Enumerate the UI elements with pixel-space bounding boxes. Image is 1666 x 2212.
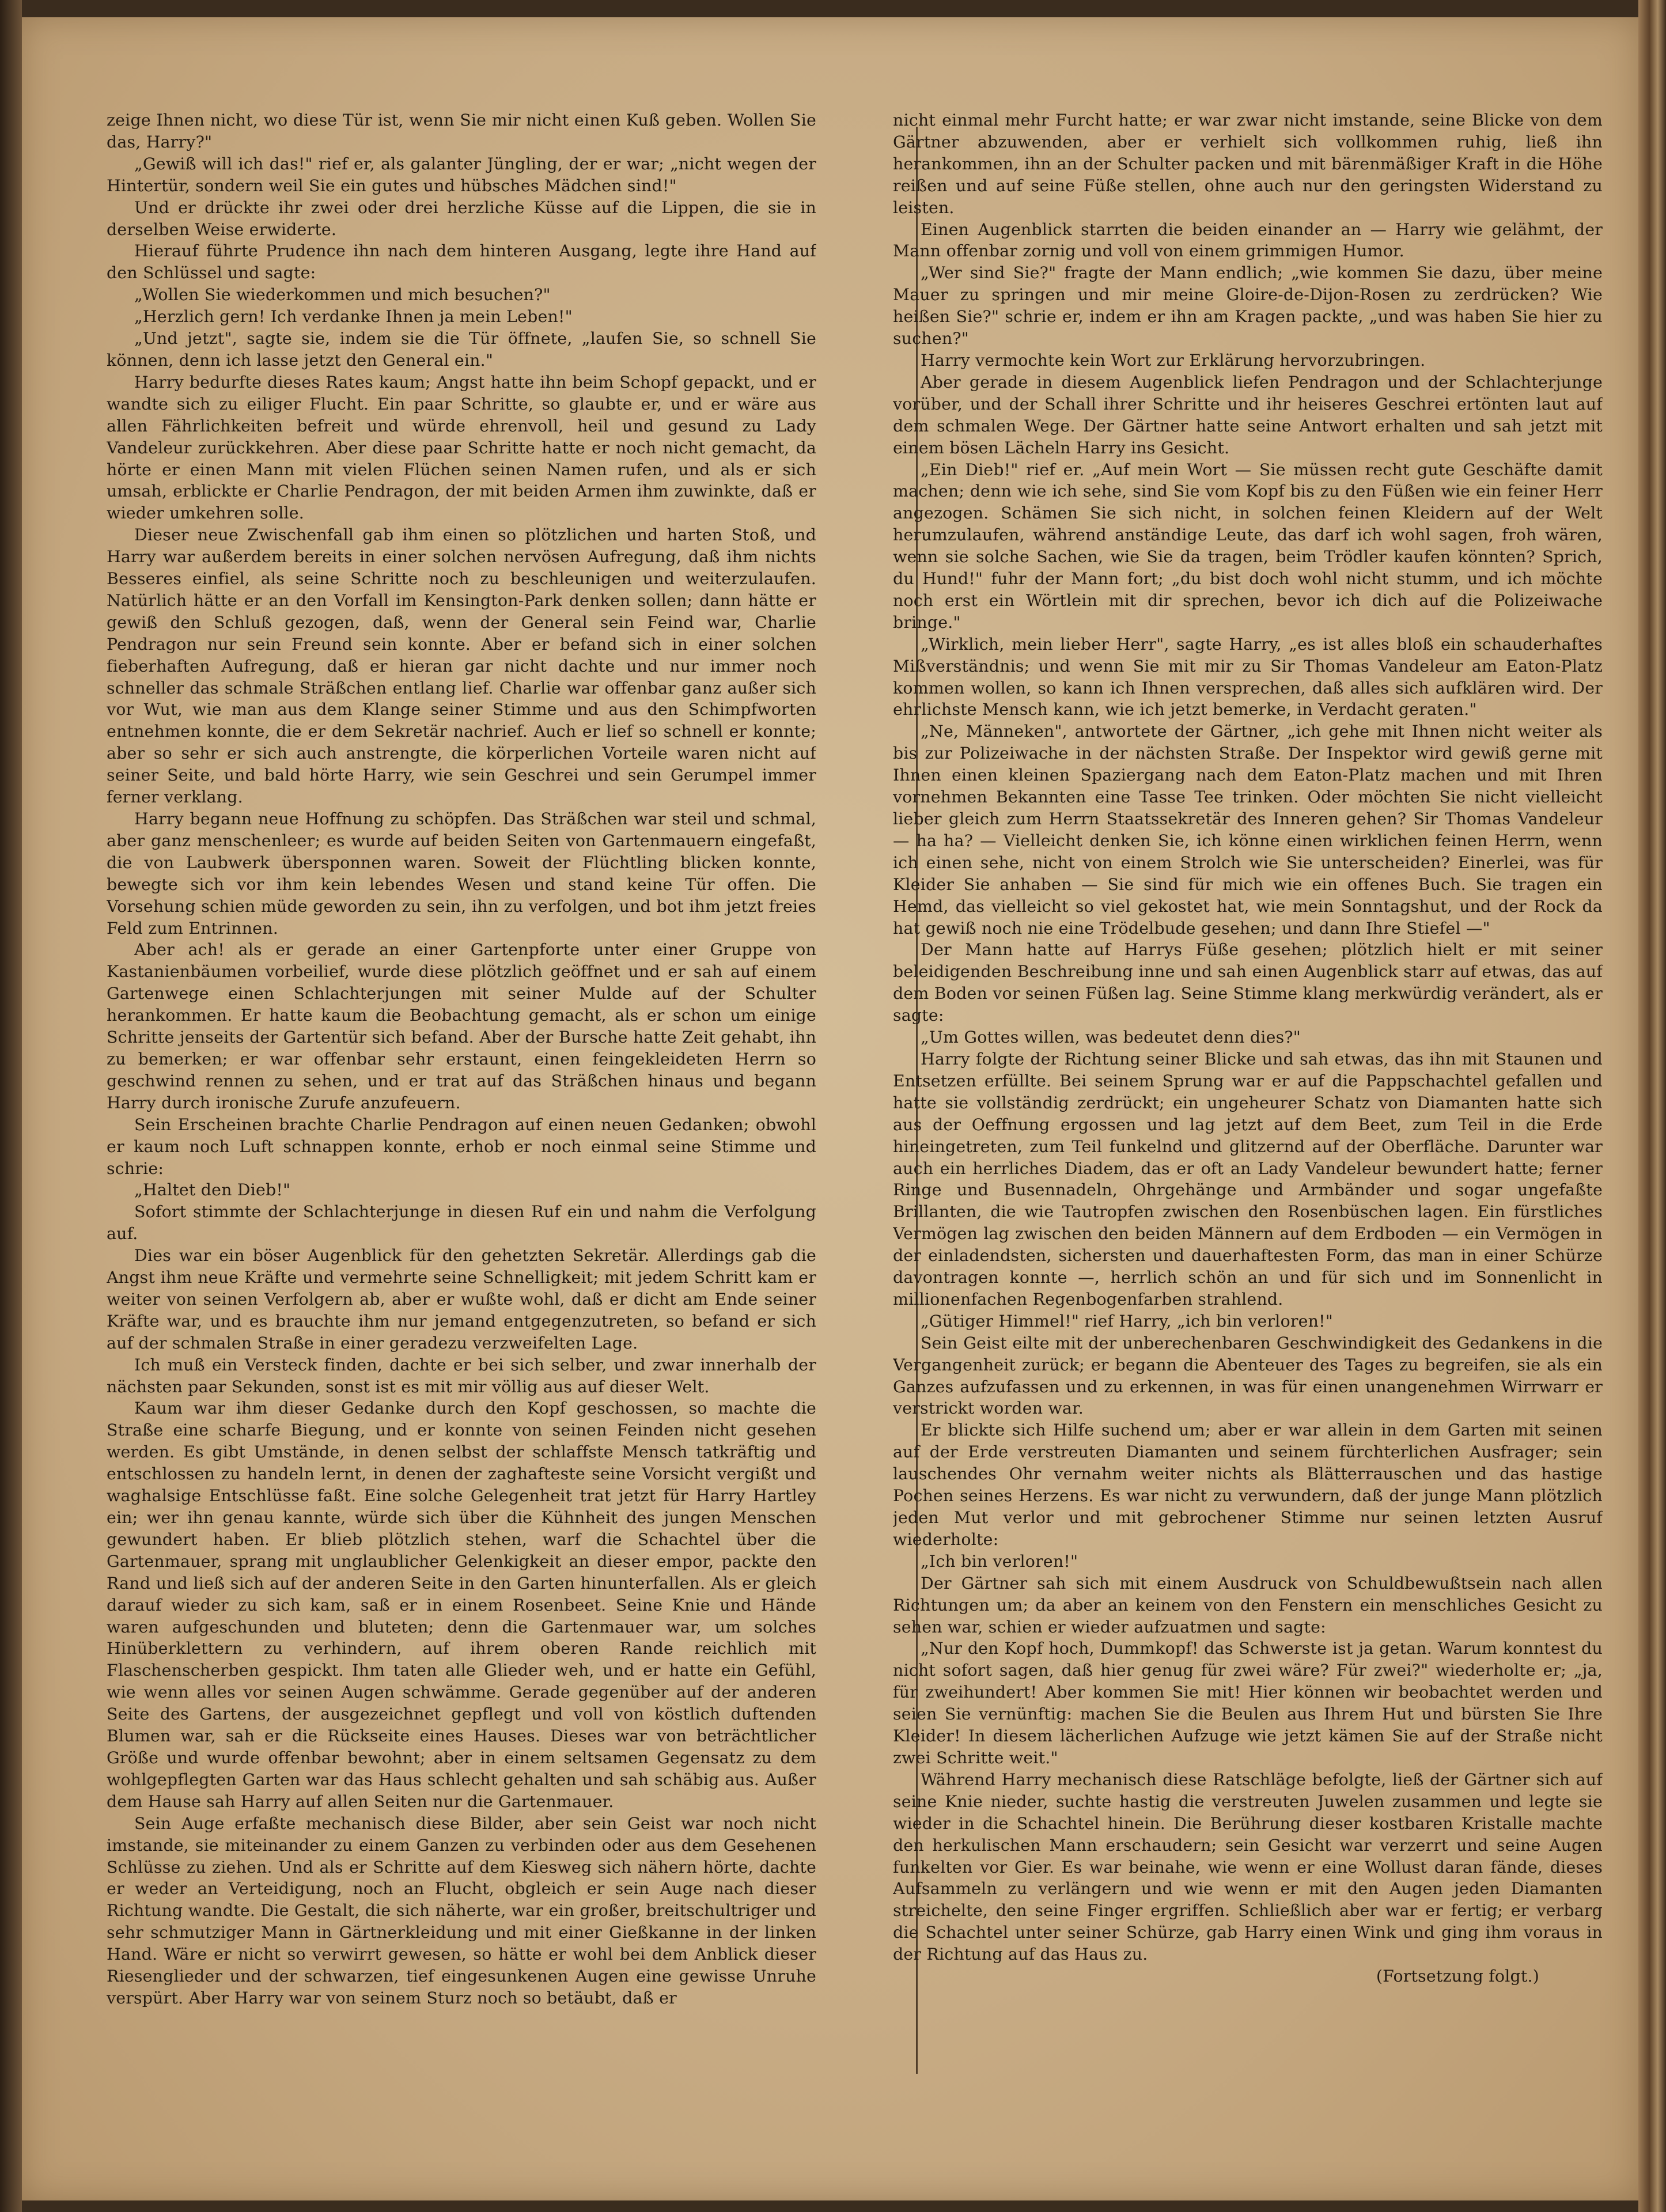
paragraph: „Nur den Kopf hoch, Dummkopf! das Schwerste ist ja getan. Warum konntest du nicht sofort sagen, daß hier genug für zwei wäre? Für zwei?" wiederholte er; „ja, für zweihundert! Aber kommen Sie mit! Hier können wir beobachtet werden und seien Sie vernünftig: machen Sie die Beulen aus Ihrem Hut und bürsten Sie Ihre Kleider! In diesem lächerlichen Aufzuge wie jetzt kämen Sie auf der Straße nicht zwei Schritte weit." [893,1639,1603,1767]
paragraph: Ich muß ein Versteck finden, dachte er bei sich selber, und zwar innerhalb der nächsten paar Sekunden, sonst ist es mit mir völlig aus auf dieser Welt. [107,1355,816,1396]
paragraph: „Und jetzt", sagte sie, indem sie die Tür öffnete, „laufen Sie, so schnell Sie können, denn ich lasse jetzt den General ein." [107,329,816,370]
left-text-column [107,109,816,2080]
paragraph: Harry bedurfte dieses Rates kaum; Angst hatte ihn beim Schopf gepackt, und er wandte sich zu eiliger Flucht. Ein paar Schritte, so glaubte er, und er wäre aus allen Fährlichkeiten befreit und würde ehrenvoll, heil und gesund zu Lady Vandeleur zurückkehren. Aber diese paar Schritte hatte er noch nicht gemacht, da hörte er einen Mann mit vielen Flüchen seinen Namen rufen, und als er sich umsah, erblickte er Charlie Pendragon, der mit beiden Armen ihm zuwinkte, daß er wieder umkehren solle. [107,372,816,523]
paragraph: Hierauf führte Prudence ihn nach dem hinteren Ausgang, legte ihre Hand auf den Schlüssel und sagte: [107,241,816,283]
paragraph: Der Gärtner sah sich mit einem Ausdruck von Schuldbewußtsein nach allen Richtungen um; da aber an keinem von den Fenstern ein menschliches Gesicht zu sehen war, schien er wieder aufzuatmen und sagte: [893,1573,1603,1637]
paragraph: Harry vermochte kein Wort zur Erklärung hervorzubringen. [921,350,1426,370]
paragraph: Sofort stimmte der Schlachterjunge in diesen Ruf ein und nahm die Verfolgung auf. [107,1202,816,1244]
paragraph: Und er drückte ihr zwei oder drei herzliche Küsse auf die Lippen, die sie in derselben Weise erwiderte. [107,198,816,239]
paragraph: Aber ach! als er gerade an einer Gartenpforte unter einer Gruppe von Kastanienbäumen vorbeilief, wurde diese plötzlich geöffnet und er sah auf einem Gartenwege einen Schlachterjungen mit seiner Mulde auf der Schulter herankommen. Er hatte kaum die Beobachtung gemacht, als er schon um einige Schritte jenseits der Gartentür sich befand. Aber der Bursche hatte Zeit gehabt, ihn zu bemerken; er war offenbar sehr erstaunt, einen feingekleideten Herrn so geschwind rennen zu sehen, und er trat auf das Sträßchen hinaus und begann Harry durch ironische Zurufe anzufeuern. [107,940,816,1112]
paragraph: zeige Ihnen nicht, wo diese Tür ist, wenn Sie mir nicht einen Kuß geben. Wollen Sie das, Harry?" [107,111,816,151]
paragraph: „Wirklich, mein lieber Herr", sagte Harry, „es ist alles bloß ein schauderhaftes Mißverständnis; und wenn Sie mit mir zu Sir Thomas Vandeleur am Eaton-Platz kommen wollen, so kann ich Ihnen versprechen, daß alles sich aufklären wird. Der ehrlichste Mensch kann, wie ich jetzt bemerke, in Verdacht geraten." [893,634,1603,719]
paragraph: „Ich bin verloren!" [921,1551,1078,1571]
paragraph: Harry begann neue Hoffnung zu schöpfen. Das Sträßchen war steil und schmal, aber ganz menschenleer; es wurde auf beiden Seiten von Gartenmauern eingefaßt, die von Laubwerk übersponnen waren. Soweit der Flüchtling blicken konnte, bewegte sich vor ihm kein lebendes Wesen und stand keine Tür offen. Die Vorsehung schien müde geworden zu sein, ihn zu verfolgen, und bot ihm jetzt freies Feld zum Entrinnen. [107,809,816,938]
paragraph: Dieser neue Zwischenfall gab ihm einen so plötzlichen und harten Stoß, und Harry war außerdem bereits in einer solchen nervösen Aufregung, daß ihm nichts Besseres einfiel, als seine Schritte noch zu beschleunigen und weiterzulaufen. Natürlich hätte er an den Vorfall im Kensington-Park denken sollen; dann hätte er gewiß den Schluß gezogen, daß, wenn der General sein Feind war, Charlie Pendragon nur sein Freund sein konnte. Aber er befand sich in einer solchen fieberhaften Aufregung, daß er hieran gar nicht dachte und nur immer noch schneller das schmale Sträßchen entlang lief. Charlie war offenbar ganz außer sich vor Wut, wie man aus dem Klange seiner Stimme und aus den Schimpfworten entnehmen konnte, die er dem Sekretär nachrief. Auch er lief so schnell er konnte; aber so sehr er sich auch anstrengte, die körperlichen Vorteile waren nicht auf seiner Seite, und bald hörte Harry, wie sein Geschrei und sein Gerumpel immer ferner verklang. [107,525,816,807]
paragraph: Er blickte sich Hilfe suchend um; aber er war allein in dem Garten mit seinen auf der Erde verstreuten Diamanten und seinem fürchterlichen Ausfrager; sein lauschendes Ohr vernahm weiter nichts als Blätterrauschen und das hastige Pochen seines Herzens. Es war nicht zu verwundern, daß der junge Mann plötzlich jeden Mut verlor und mit gebrochener Stimme nur seinen letzten Ausruf wiederholte: [893,1421,1603,1549]
paragraph: „Herzlich gern! Ich verdanke Ihnen ja mein Leben!" [134,307,573,327]
paragraph: Sein Erscheinen brachte Charlie Pendragon auf einen neuen Gedanken; obwohl er kaum noch Luft schnappen konnte, erhob er noch einmal seine Stimme und schrie: [107,1115,816,1178]
paragraph: „Wollen Sie wiederkommen und mich besuchen?" [134,285,551,305]
book-edge [1638,0,1666,2212]
paragraph: Sein Geist eilte mit der unberechenbaren Geschwindigkeit des Gedankens in die Vergangenheit zurück; er begann die Abenteuer des Tages zu begreifen, sie als ein Ganzes aufzufassen und zu erkennen, in was für einen unangenehmen Wirrwarr er verstrickt worden war. [893,1333,1603,1418]
paragraph: „Um Gottes willen, was bedeutet denn dies?" [921,1028,1301,1047]
paragraph: „Ein Dieb!" rief er. „Auf mein Wort — Sie müssen recht gute Geschäfte damit machen; denn wie ich sehe, sind Sie vom Kopf bis zu den Füßen wie ein feiner Herr angezogen. Schämen Sie sich nicht, in solchen feinen Kleidern auf der Welt herumzulaufen, während anständige Leute, das darf ich wohl sagen, froh wären, wenn sie solche Sachen, wie Sie da tragen, beim Trödler kaufen könnten? Sprich, du Hund!" fuhr der Mann fort; „du bist doch wohl nicht stumm, und ich möchte noch erst ein Wörtlein mit dir sprechen, bevor ich dich auf die Polizeiwache bringe." [893,460,1603,632]
paragraph: Während Harry mechanisch diese Ratschläge befolgte, ließ der Gärtner sich auf seine Knie nieder, suchte hastig die verstreuten Juwelen zusammen und legte sie wieder in die Schachtel hinein. Die Berührung dieser kostbaren Kristalle machte den herkulischen Mann erschaudern; sein Gesicht war verzerrt und seine Augen funkelten vor Gier. Es war beinahe, wie wenn er eine Wollust daran fände, dieses Aufsammeln zu verlängern und wie wenn er mit den Augen jeden Diamanten streichelte, den seine Finger ergriffen. Schließlich aber war er fertig; er verbarg die Schachtel unter seiner Schürze, gab Harry einen Wink und ging ihm voraus in der Richtung auf das Haus zu. [893,1770,1603,1964]
book-spine-shadow [0,0,22,2212]
paragraph: Dies war ein böser Augenblick für den gehetzten Sekretär. Allerdings gab die Angst ihm neue Kräfte und vermehrte seine Schnelligkeit; mit jedem Schritt kam er weiter von seinen Verfolgern ab, aber er wußte wohl, daß er dicht am Ende seiner Kräfte war, und es brauchte ihm nur jemand entgegenzutreten, so befand er sich auf der schmalen Straße in einer geradezu verzweifelten Lage. [107,1246,816,1353]
right-text-column [893,109,1603,2080]
paragraph: Aber gerade in diesem Augenblick liefen Pendragon und der Schlachterjunge vorüber, und der Schall ihrer Schritte und ihr heiseres Geschrei ertönten laut auf dem schmalen Wege. Der Gärtner hatte seine Antwort erhalten und sah jetzt mit einem bösen Lächeln Harry ins Gesicht. [893,372,1603,457]
paragraph: „Gütiger Himmel!" rief Harry, „ich bin verloren!" [921,1311,1333,1331]
paragraph: Kaum war ihm dieser Gedanke durch den Kopf geschossen, so machte die Straße eine scharfe Biegung, und er konnte von seinen Feinden nicht gesehen werden. Es gibt Umstände, in denen selbst der schlaffste Mensch tatkräftig und entschlossen zu handeln lernt, in denen der zaghafteste seine Vorsicht vergißt und waghalsige Entschlüsse faßt. Eine solche Gelegenheit trat jetzt für Harry Hartley ein; wer ihn genau kannte, würde sich über die Kühnheit des jungen Menschen gewundert haben. Er blieb plötzlich stehen, warf die Schachtel über die Gartenmauer, sprang mit unglaublicher Gelenkigkeit an dieser empor, packte den Rand und ließ sich auf der anderen Seite in den Garten hinunterfallen. Als er gleich darauf wieder zu sich kam, saß er in einem Rosenbeet. Seine Knie und Hände waren aufgeschunden und bluteten; denn die Gartenmauer war, um solches Hinüberklettern zu verhindern, auf ihrem oberen Rande reichlich mit Flaschenscherben gespickt. Ihm taten alle Glieder weh, und er hatte ein Gefühl, wie wenn alles vor seinen Augen schwämme. Gerade gegenüber auf der anderen Seite des Gartens, der ausgezeichnet gepflegt und voll von köstlich duftenden Blumen war, sah er die Rückseite eines Hauses. Dieses war von beträchtlicher Größe und wurde offenbar bewohnt; aber in einem seltsamen Gegensatz zu dem wohlgepflegten Garten war das Haus schlecht gehalten und sah schäbig aus. Außer dem Hause sah Harry auf allen Seiten nur die Gartenmauer. [107,1399,816,1811]
continuation-note: (Fortsetzung folgt.) [1376,1967,1539,1986]
paragraph: Einen Augenblick starrten die beiden einander an — Harry wie gelähmt, der Mann offenbar zornig und voll von einem grimmigen Humor. [893,219,1603,261]
paragraph: Sein Auge erfaßte mechanisch diese Bilder, aber sein Geist war noch nicht imstande, sie miteinander zu einem Ganzen zu verbinden oder aus dem Gesehenen Schlüsse zu ziehen. Und als er Schritte auf dem Kiesweg sich nähern hörte, dachte er weder an Verteidigung, noch an Flucht, obgleich er sein Auge nach dieser Richtung wandte. Die Gestalt, die sich näherte, war ein großer, breitschultriger und sehr schmutziger Mann in Gärtnerkleidung und mit einer Gießkanne in der linken Hand. Wäre er nicht so verwirrt gewesen, so hätte er wohl bei dem Anblick dieser Riesenglieder und der schwarzen, tief eingesunkenen Augen eine gewisse Unruhe verspürt. Aber Harry war von seinem Sturz noch so betäubt, daß er [107,1813,816,2008]
paragraph: „Wer sind Sie?" fragte der Mann endlich; „wie kommen Sie dazu, über meine Mauer zu springen und mir meine Gloire-de-Dijon-Rosen zu zerdrücken? Wie heißen Sie?" schrie er, indem er ihn am Kragen packte, „und was haben Sie hier zu suchen?" [893,263,1603,349]
paragraph: „Ne, Männeken", antwortete der Gärtner, „ich gehe mit Ihnen nicht weiter als bis zur Polizeiwache in der nächsten Straße. Der Inspektor wird gewiß gerne mit Ihnen einen kleinen Spaziergang nach dem Eaton-Platz machen und mit Ihren vornehmen Bekannten eine Tasse Tee trinken. Oder möchten Sie nicht vielleicht lieber gleich zum Herrn Staatssekretär des Inneren gehen? Sir Thomas Vandeleur — ha ha? — Vielleicht denken Sie, ich könne einen wirklichen feinen Herrn, wenn ich einen sehe, nicht von einem Strolch wie Sie unterscheiden? Einerlei, was für Kleider Sie anhaben — Sie sind für mich wie ein offenes Buch. Sie tragen ein Hemd, das vielleicht so viel gekostet hat, wie mein Sonntagshut, und der Rock da hat gewiß noch nie eine Trödelbude gesehen; und dann Ihre Stiefel —" [893,722,1603,938]
paragraph: Der Mann hatte auf Harrys Füße gesehen; plötzlich hielt er mit seiner beleidigenden Beschreibung inne und sah einen Augenblick starr auf etwas, das auf dem Boden vor seinen Füßen lag. Seine Stimme klang merkwürdig verändert, als er sagte: [893,940,1603,1025]
paragraph: nicht einmal mehr Furcht hatte; er war zwar nicht imstande, seine Blicke von dem Gärtner abzuwenden, aber er verhielt sich vollkommen ruhig, ließ ihn herankommen, ihn an der Schulter packen und mit bärenmäßiger Kraft in die Höhe reißen und auf seine Füße stellen, ohne auch nur den geringsten Widerstand zu leisten. [893,111,1603,217]
paragraph: Harry folgte der Richtung seiner Blicke und sah etwas, das ihn mit Staunen und Entsetzen erfüllte. Bei seinem Sprung war er auf die Pappschachtel gefallen und hatte sie vollständig zerdrückt; ein ungeheurer Schatz von Diamanten hatte sich aus der Oeffnung ergossen und lag jetzt auf dem Beet, zum Teil in die Erde hineingetreten, zum Teil funkelnd und glitzernd auf der Oberfläche. Darunter war auch ein herrliches Diadem, das er oft an Lady Vandeleur bewundert hatte; ferner Ringe und Busennadeln, Ohrgehänge und Armbänder und sogar ungefaßte Brillanten, die wie Tautropfen zwischen den Rosenbüschen lagen. Ein fürstliches Vermögen lag zwischen den beiden Männern auf dem Erdboden — ein Vermögen in der einladendsten, sichersten und dauerhaftesten Form, das man in einer Schürze davontragen konnte —, herrlich schön an und für sich und im Sonnenlicht in millionenfachen Regenbogenfarben strahlend. [893,1049,1603,1309]
paragraph: „Gewiß will ich das!" rief er, als galanter Jüngling, der er war; „nicht wegen der Hintertür, sondern weil Sie ein gutes und hübsches Mädchen sind!" [107,154,816,195]
paragraph: „Haltet den Dieb!" [134,1180,291,1200]
